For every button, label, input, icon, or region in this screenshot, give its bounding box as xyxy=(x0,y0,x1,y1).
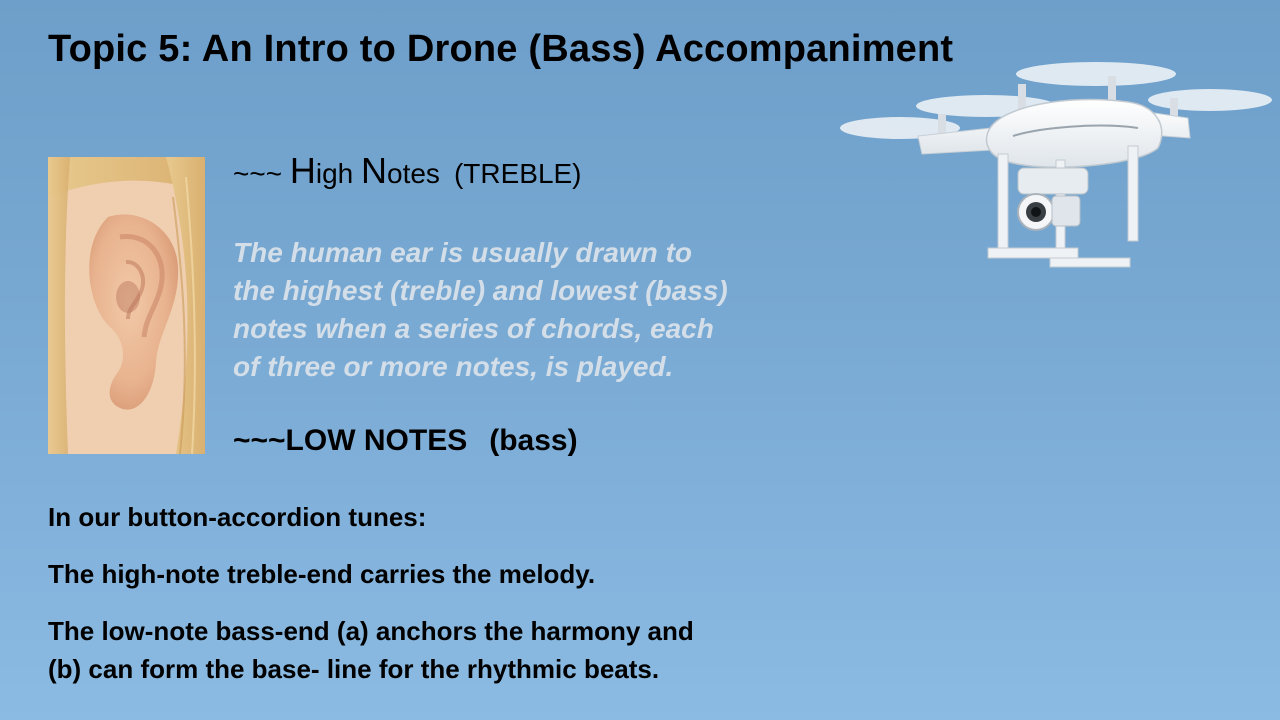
ear-image xyxy=(48,157,205,454)
high-notes-n-rest: otes xyxy=(387,158,440,189)
high-notes-heading xyxy=(233,150,582,192)
description-paragraph xyxy=(233,234,833,386)
description-line: the highest (treble) and lowest (bass) xyxy=(233,275,728,306)
body-line-bass-2: (b) can form the base- line for the rhythmic beats. xyxy=(48,654,660,684)
low-notes-heading xyxy=(233,424,578,458)
high-notes-n: N xyxy=(361,150,387,191)
high-notes-prefix: ~~~ xyxy=(233,158,290,189)
description-line: notes when a series of chords, each xyxy=(233,313,714,344)
body-line-treble: The high-note treble-end carries the melody. xyxy=(48,559,596,589)
body-line-intro: In our button-accordion tunes: xyxy=(48,502,427,532)
body-line-bass-1: The low-note bass-end (a) anchors the harmony and xyxy=(48,616,694,646)
low-notes-tag: (bass) xyxy=(489,424,578,457)
description-line: of three or more notes, is played. xyxy=(233,351,674,382)
low-notes-label: ~~~LOW NOTES xyxy=(233,424,468,457)
drone-image xyxy=(838,36,1278,286)
high-notes-tag: (TREBLE) xyxy=(453,158,582,189)
high-notes-h: H xyxy=(289,150,316,191)
description-line: The human ear is usually drawn to xyxy=(233,237,692,268)
high-notes-h-rest: igh xyxy=(315,158,361,189)
slide-title: Topic 5: An Intro to Drone (Bass) Accompaniment xyxy=(48,28,954,70)
